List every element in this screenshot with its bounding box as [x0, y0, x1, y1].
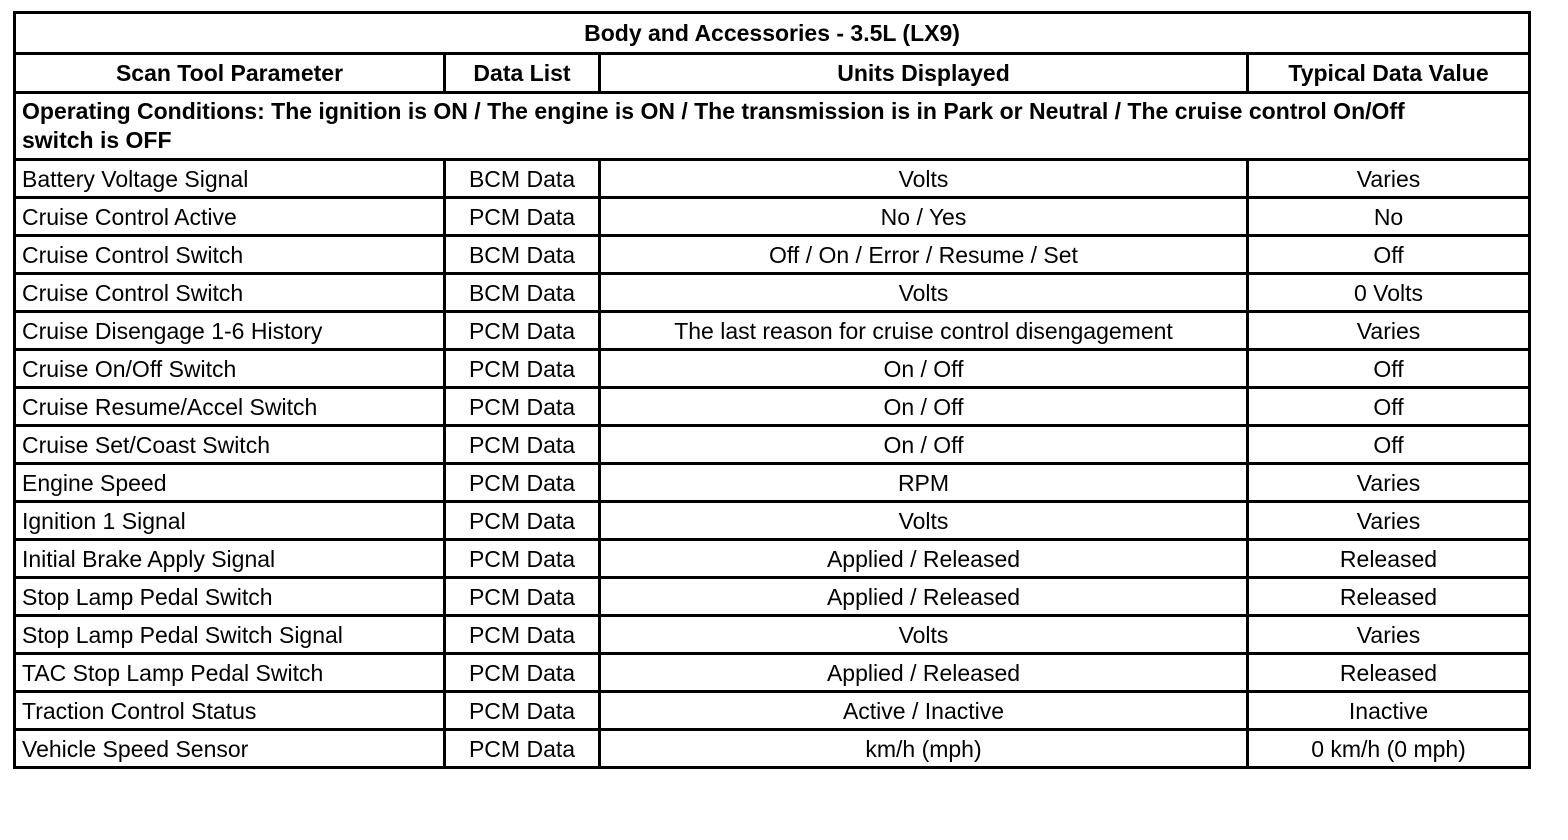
cell-typical-value: 0 km/h (0 mph) [1248, 730, 1530, 768]
cell-units: Volts [600, 274, 1248, 312]
cell-parameter: Cruise On/Off Switch [15, 350, 445, 388]
cell-units: Volts [600, 616, 1248, 654]
cell-units: The last reason for cruise control disengagement [600, 312, 1248, 350]
table-row [15, 654, 1530, 692]
cell-data-list: PCM Data [445, 198, 600, 236]
cell-units: Applied / Released [600, 654, 1248, 692]
cell-units: On / Off [600, 426, 1248, 464]
table-row [15, 160, 1530, 198]
cell-typical-value: Off [1248, 426, 1530, 464]
cell-data-list: BCM Data [445, 160, 600, 198]
cell-units: Applied / Released [600, 578, 1248, 616]
cell-typical-value: Released [1248, 654, 1530, 692]
cell-parameter: Cruise Disengage 1-6 History [15, 312, 445, 350]
cell-units: RPM [600, 464, 1248, 502]
cell-data-list: PCM Data [445, 578, 600, 616]
table-row [15, 426, 1530, 464]
cell-typical-value: Varies [1248, 502, 1530, 540]
table-row [15, 312, 1530, 350]
cell-data-list: BCM Data [445, 274, 600, 312]
cell-units: Volts [600, 502, 1248, 540]
cell-data-list: PCM Data [445, 464, 600, 502]
cell-parameter: Cruise Control Switch [15, 274, 445, 312]
table-row [15, 388, 1530, 426]
cell-parameter: Vehicle Speed Sensor [15, 730, 445, 768]
cell-parameter: Cruise Resume/Accel Switch [15, 388, 445, 426]
cell-typical-value: Off [1248, 388, 1530, 426]
table-row [15, 730, 1530, 768]
header-scan-tool-parameter: Scan Tool Parameter [15, 54, 445, 93]
cell-typical-value: Off [1248, 350, 1530, 388]
table-body [15, 93, 1530, 768]
cell-typical-value: Released [1248, 578, 1530, 616]
table-title: Body and Accessories - 3.5L (LX9) [15, 13, 1530, 54]
table-row [15, 540, 1530, 578]
table-row [15, 464, 1530, 502]
cell-typical-value: Released [1248, 540, 1530, 578]
cell-parameter: Engine Speed [15, 464, 445, 502]
table-row [15, 274, 1530, 312]
cell-units: Off / On / Error / Resume / Set [600, 236, 1248, 274]
header-data-list: Data List [445, 54, 600, 93]
cell-typical-value: Varies [1248, 464, 1530, 502]
table-row [15, 198, 1530, 236]
cell-units: Volts [600, 160, 1248, 198]
operating-conditions: Operating Conditions: The ignition is ON / The engine is ON / The transmission is in Park or Neutral / The cruise control On/Off switch is OFF [15, 93, 1530, 160]
cell-data-list: PCM Data [445, 540, 600, 578]
cell-typical-value: No [1248, 198, 1530, 236]
cell-data-list: PCM Data [445, 312, 600, 350]
cell-parameter: Cruise Set/Coast Switch [15, 426, 445, 464]
table-row [15, 350, 1530, 388]
cell-data-list: PCM Data [445, 502, 600, 540]
cell-typical-value: Varies [1248, 160, 1530, 198]
scan-tool-data-table [13, 11, 1531, 769]
cell-parameter: Stop Lamp Pedal Switch Signal [15, 616, 445, 654]
cell-parameter: Ignition 1 Signal [15, 502, 445, 540]
cell-units: On / Off [600, 350, 1248, 388]
cell-typical-value: Inactive [1248, 692, 1530, 730]
table-row [15, 616, 1530, 654]
header-typical-data-value: Typical Data Value [1248, 54, 1530, 93]
cell-units: On / Off [600, 388, 1248, 426]
cell-units: No / Yes [600, 198, 1248, 236]
cell-typical-value: Varies [1248, 616, 1530, 654]
header-units-displayed: Units Displayed [600, 54, 1248, 93]
cell-data-list: PCM Data [445, 730, 600, 768]
table-row [15, 578, 1530, 616]
cell-parameter: Stop Lamp Pedal Switch [15, 578, 445, 616]
cell-typical-value: Off [1248, 236, 1530, 274]
cell-typical-value: Varies [1248, 312, 1530, 350]
cell-parameter: Cruise Control Switch [15, 236, 445, 274]
cell-parameter: Initial Brake Apply Signal [15, 540, 445, 578]
table-row [15, 692, 1530, 730]
cell-data-list: PCM Data [445, 654, 600, 692]
scan-tool-data-table-container [13, 11, 1528, 769]
cell-parameter: Traction Control Status [15, 692, 445, 730]
table-row [15, 502, 1530, 540]
cell-parameter: Cruise Control Active [15, 198, 445, 236]
cell-data-list: BCM Data [445, 236, 600, 274]
cell-typical-value: 0 Volts [1248, 274, 1530, 312]
cell-units: Applied / Released [600, 540, 1248, 578]
cell-units: km/h (mph) [600, 730, 1248, 768]
cell-parameter: Battery Voltage Signal [15, 160, 445, 198]
cell-parameter: TAC Stop Lamp Pedal Switch [15, 654, 445, 692]
table-row [15, 236, 1530, 274]
cell-data-list: PCM Data [445, 616, 600, 654]
cell-units: Active / Inactive [600, 692, 1248, 730]
cell-data-list: PCM Data [445, 350, 600, 388]
cell-data-list: PCM Data [445, 692, 600, 730]
cell-data-list: PCM Data [445, 426, 600, 464]
cell-data-list: PCM Data [445, 388, 600, 426]
